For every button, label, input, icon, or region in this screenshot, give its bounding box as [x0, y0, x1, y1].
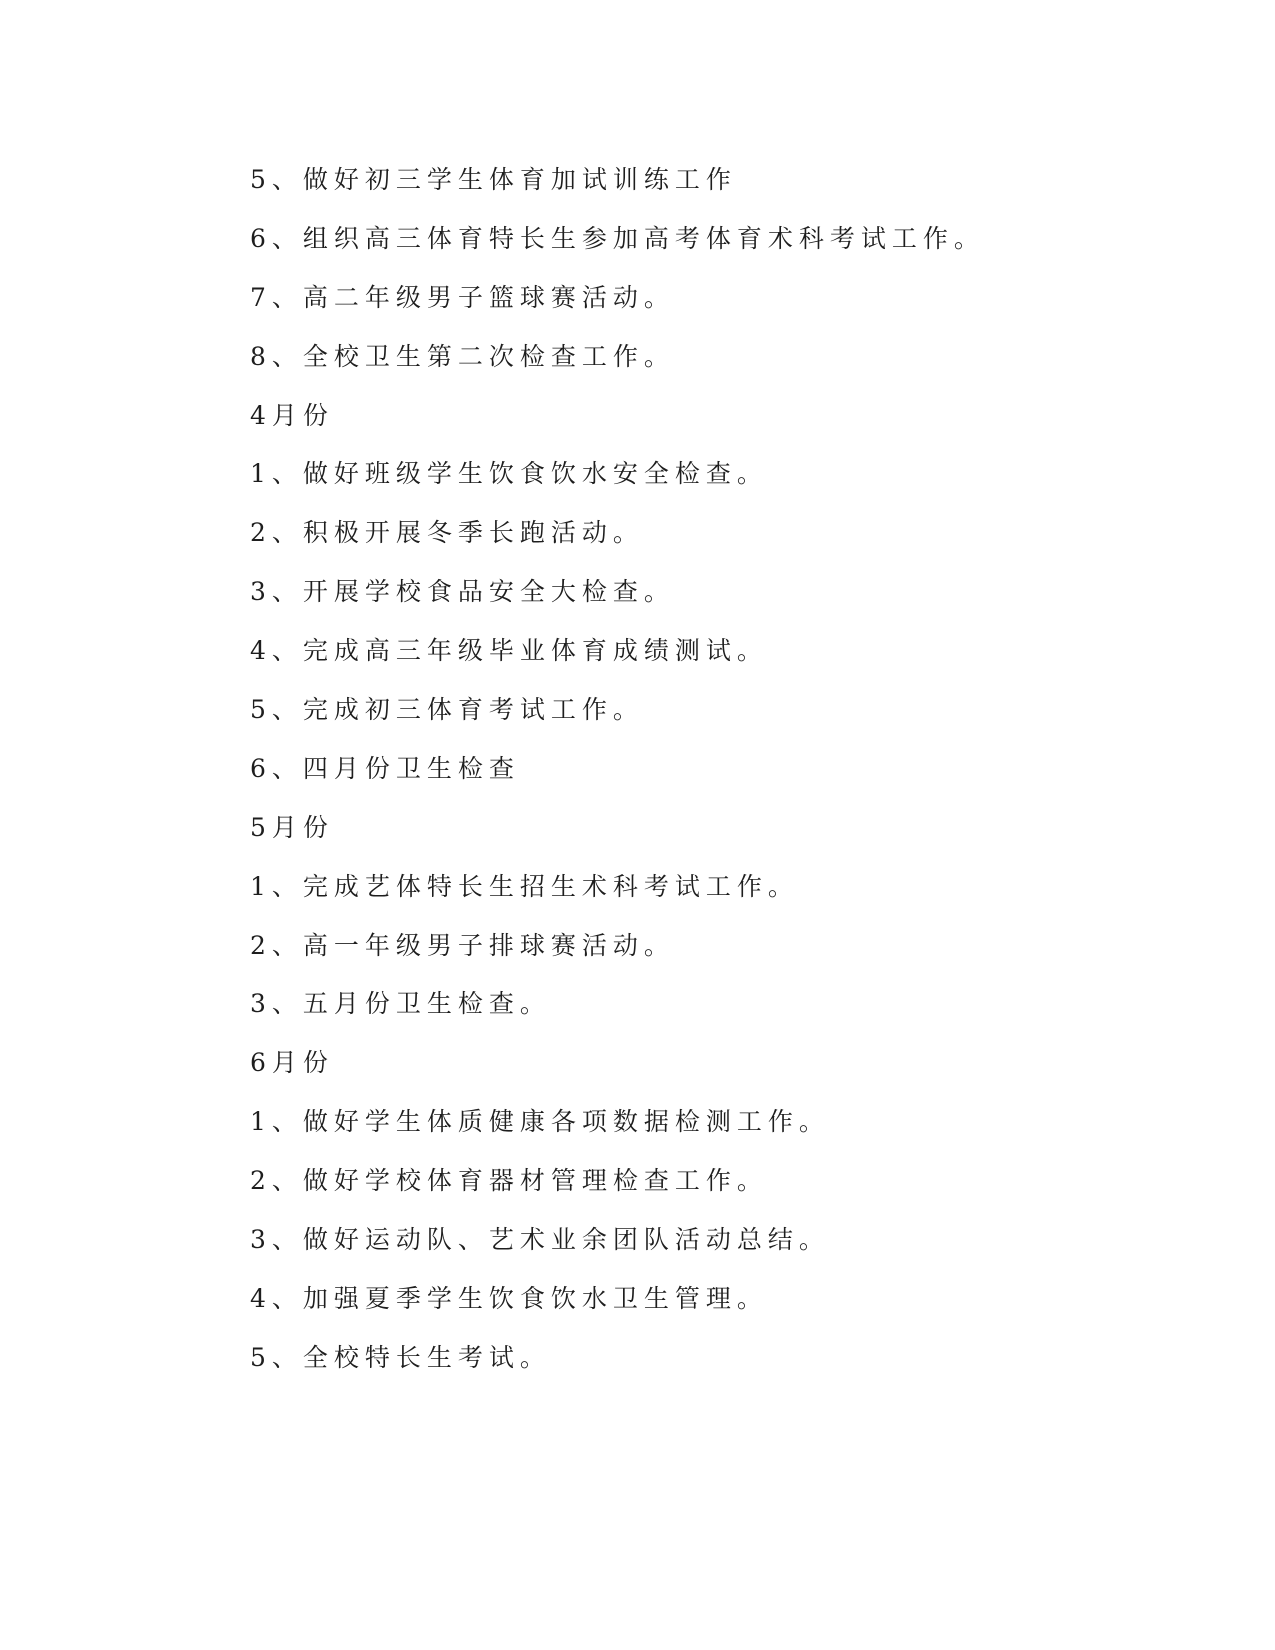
list-item: 4、加强夏季学生饮食饮水卫生管理。 — [250, 1283, 768, 1313]
list-item: 1、做好学生体质健康各项数据检测工作。 — [250, 1107, 830, 1137]
list-item: 6、四月份卫生检查 — [250, 753, 520, 783]
list-item: 1、做好班级学生饮食饮水安全检查。 — [250, 459, 768, 489]
section-heading-june: 6月份 — [250, 1048, 334, 1078]
list-item: 3、开展学校食品安全大检查。 — [250, 577, 675, 607]
list-item: 4、完成高三年级毕业体育成绩测试。 — [250, 636, 768, 666]
list-item: 3、五月份卫生检查。 — [250, 989, 551, 1019]
list-item: 5、完成初三体育考试工作。 — [250, 695, 644, 725]
list-item: 2、高一年级男子排球赛活动。 — [250, 930, 675, 960]
list-item: 5、全校特长生考试。 — [250, 1342, 551, 1372]
list-item: 1、完成艺体特长生招生术科考试工作。 — [250, 871, 799, 901]
list-item: 2、积极开展冬季长跑活动。 — [250, 518, 644, 548]
list-item: 3、做好运动队、艺术业余团队活动总结。 — [250, 1225, 830, 1255]
section-heading-april: 4月份 — [250, 400, 334, 430]
list-item: 2、做好学校体育器材管理检查工作。 — [250, 1166, 768, 1196]
document-body — [250, 158, 1150, 1395]
section-heading-may: 5月份 — [250, 812, 334, 842]
list-item: 7、高二年级男子篮球赛活动。 — [250, 282, 675, 312]
list-item: 6、组织高三体育特长生参加高考体育术科考试工作。 — [250, 223, 985, 253]
list-item: 5、做好初三学生体育加试训练工作 — [250, 165, 737, 194]
list-item: 8、全校卫生第二次检查工作。 — [250, 341, 675, 371]
